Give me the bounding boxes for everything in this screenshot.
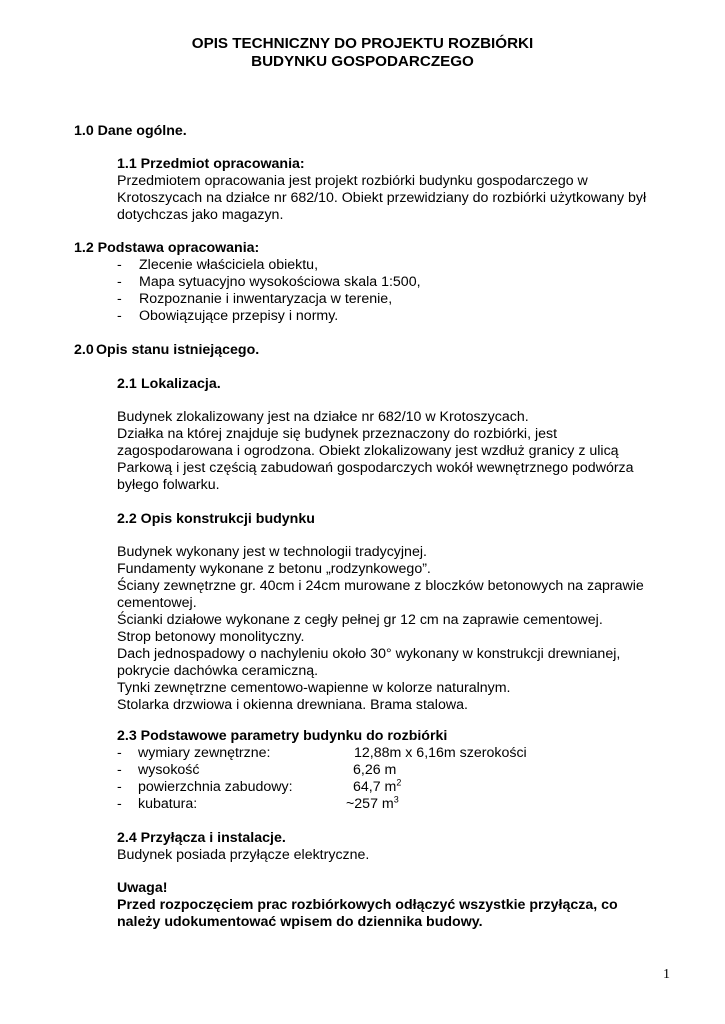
warning-heading: Uwaga! (117, 880, 168, 896)
list-bullet: - (117, 745, 122, 761)
list-bullet: - (117, 796, 122, 812)
paragraph-line: cementowej. (117, 595, 197, 611)
parameter-label: wymiary zewnętrzne: (138, 745, 271, 761)
list-item (117, 257, 319, 274)
paragraph-line: Tynki zewnętrzne cementowo-wapienne w kolorze naturalnym. (117, 680, 511, 696)
paragraph-line: byłego folwarku. (117, 477, 220, 493)
parameter-value: ~257 $m^3$ (346, 794, 399, 812)
paragraph-line: Budynek wykonany jest w technologii tradycyjnej. (117, 544, 427, 560)
paragraph-line: Ścianki działowe wykonane z cegły pełnej gr 12 cm na zaprawie cementowej. (117, 612, 603, 628)
section-2-3-heading: 2.3 Podstawowe parametry budynku do rozbiórki (117, 728, 448, 744)
parameter-row (117, 745, 527, 762)
parameter-row (117, 777, 402, 796)
paragraph-line: Przedmiotem opracowania jest projekt rozbiórki budynku gospodarczego w (117, 173, 588, 189)
list-item (117, 274, 421, 291)
paragraph-line: Ściany zewnętrzne gr. 40cm i 24cm murowane z bloczków betonowych na zaprawie (117, 578, 644, 594)
paragraph-line: Parkową i jest częścią zabudowań gospodarczych wokół wewnętrznego podwórza (117, 460, 634, 476)
list-bullet: - (117, 762, 122, 778)
section-2-number: 2.0 (74, 342, 94, 358)
parameter-value: 64,7 $m^2$ (353, 777, 402, 795)
paragraph-line: Działka na której znajduje się budynek przeznaczony do rozbiórki, jest (117, 426, 558, 442)
paragraph-line: pokrycie dachówka ceramiczną. (117, 663, 319, 679)
page-number: 1 (663, 967, 670, 982)
paragraph-line: zagospodarowana i ogrodzona. Obiekt zlokalizowany jest wzdłuż granicy z ulicą (117, 443, 619, 459)
section-2-1-number: 2.1 (117, 376, 137, 392)
paragraph-line: Budynek posiada przyłącze elektryczne. (117, 847, 370, 863)
section-2-2-heading: 2.2 Opis konstrukcji budynku (117, 511, 315, 527)
section-2-4-heading: 2.4 Przyłącza i instalacje. (117, 830, 286, 846)
section-2-heading: Opis stanu istniejącego. (96, 342, 260, 358)
parameter-label: wysokość (138, 762, 200, 778)
document-title-line-2: BUDYNKU GOSPODARCZEGO (251, 53, 474, 70)
paragraph-line: Stolarka drzwiowa i okienna drewniana. Brama stalowa. (117, 697, 468, 713)
parameter-label: kubatura: (138, 796, 198, 812)
warning-line: Przed rozpoczęciem prac rozbiórkowych odłączyć wszystkie przyłącza, co (117, 897, 618, 913)
paragraph-line: dotychczas jako magazyn. (117, 207, 284, 223)
document-title-line-1: OPIS TECHNICZNY DO PROJEKTU ROZBIÓRKI (191, 35, 534, 52)
list-bullet: - (117, 257, 122, 273)
section-2-1-heading: Lokalizacja. (141, 376, 221, 392)
parameter-value: 6,26 m (353, 762, 397, 778)
list-item-text: Mapa sytuacyjno wysokościowa skala 1:500, (139, 274, 421, 290)
list-bullet: - (117, 308, 122, 324)
paragraph-line: Budynek zlokalizowany jest na działce nr 682/10 w Krotoszycach. (117, 409, 529, 425)
list-item-text: Zlecenie właściciela obiektu, (139, 257, 319, 273)
list-item (117, 308, 339, 325)
parameter-row (117, 762, 397, 779)
list-bullet: - (117, 779, 122, 795)
list-item-text: Obowiązujące przepisy i normy. (139, 308, 339, 324)
section-1-heading: 1.0 Dane ogólne. (74, 123, 187, 139)
list-bullet: - (117, 291, 122, 307)
parameter-label: powierzchnia zabudowy: (138, 779, 293, 795)
warning-line: należy udokumentować wpisem do dziennika budowy. (117, 914, 483, 930)
paragraph-line: Krotoszycach na działce nr 682/10. Obiekt przewidziany do rozbiórki użytkowany był (117, 190, 647, 206)
section-1-1-heading: 1.1 Przedmiot opracowania: (117, 156, 305, 172)
section-1-2-heading: 1.2 Podstawa opracowania: (74, 240, 260, 256)
list-item-text: Rozpoznanie i inwentaryzacja w terenie, (139, 291, 393, 307)
paragraph-line: Strop betonowy monolityczny. (117, 629, 305, 645)
parameter-value: 12,88m x 6,16m szerokości (354, 745, 527, 761)
parameter-row (117, 794, 399, 813)
paragraph-line: Dach jednospadowy o nachyleniu około 30° wykonany w konstrukcji drewnianej, (117, 646, 621, 662)
paragraph-line: Fundamenty wykonane z betonu „rodzynkowego”. (117, 561, 431, 577)
list-item (117, 291, 393, 308)
list-bullet: - (117, 274, 122, 290)
